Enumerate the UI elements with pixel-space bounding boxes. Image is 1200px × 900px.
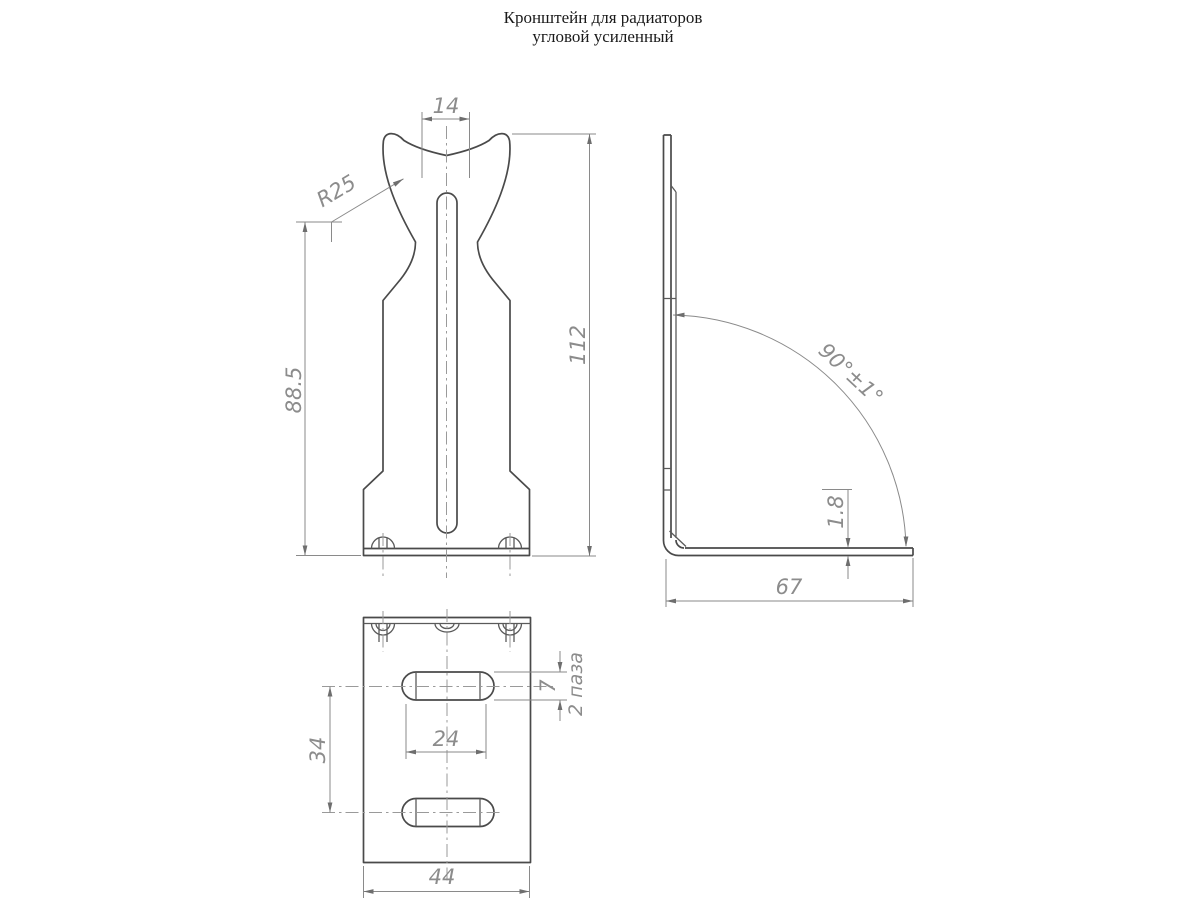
arrow-112-bottom xyxy=(587,546,592,556)
dim-bottom-slot-spacing: 34 xyxy=(306,736,330,764)
arrow-24-right xyxy=(476,750,486,755)
dim-bottom-plate-width: 44 xyxy=(428,865,456,889)
arrow-885-bottom xyxy=(303,546,308,556)
dim-front-saddle-width: 14 xyxy=(432,94,460,118)
side-angle-arc xyxy=(673,315,906,546)
bottom-view xyxy=(306,609,587,898)
arrow-18-bottom xyxy=(846,556,851,566)
dim-bottom-slot-width: 7 xyxy=(536,679,560,693)
arrow-14-left xyxy=(422,117,432,122)
arrow-34-bottom xyxy=(328,803,333,813)
arrow-44-right xyxy=(520,889,530,894)
title-line-2: угловой усиленный xyxy=(532,27,674,46)
side-view xyxy=(664,135,914,607)
arrow-67-right xyxy=(903,599,913,604)
dim-bottom-slot-count: 2 паза xyxy=(565,652,587,716)
arrow-7-bottom xyxy=(558,700,563,710)
arrow-112-top xyxy=(587,134,592,144)
arrow-r25 xyxy=(393,179,404,187)
drawing-title xyxy=(504,8,703,46)
arrow-885-top xyxy=(303,222,308,232)
dim-front-saddle-radius: R25 xyxy=(312,170,361,212)
dim-front-height-112: 112 xyxy=(566,324,590,366)
arrow-67-left xyxy=(666,599,676,604)
dim-side-thickness: 1.8 xyxy=(824,495,848,529)
title-line-1: Кронштейн для радиаторов xyxy=(503,8,703,27)
side-outline xyxy=(664,135,914,556)
dim-side-bend-angle: 90°±1° xyxy=(813,338,888,410)
arrow-14-right xyxy=(460,117,470,122)
dim-bottom-slot-length: 24 xyxy=(432,727,460,751)
arrow-angle-bottom xyxy=(904,537,909,548)
arrow-18-top xyxy=(846,538,851,548)
arrow-7-top xyxy=(558,662,563,672)
front-view xyxy=(282,94,596,578)
side-inner-edges xyxy=(664,186,687,547)
arrow-34-top xyxy=(328,687,333,697)
arrow-24-left xyxy=(406,750,416,755)
dim-side-leg-length: 67 xyxy=(775,575,803,599)
dim-front-height-885: 88.5 xyxy=(282,366,306,414)
bottom-dim-lines xyxy=(330,651,567,898)
arrow-44-left xyxy=(364,889,374,894)
